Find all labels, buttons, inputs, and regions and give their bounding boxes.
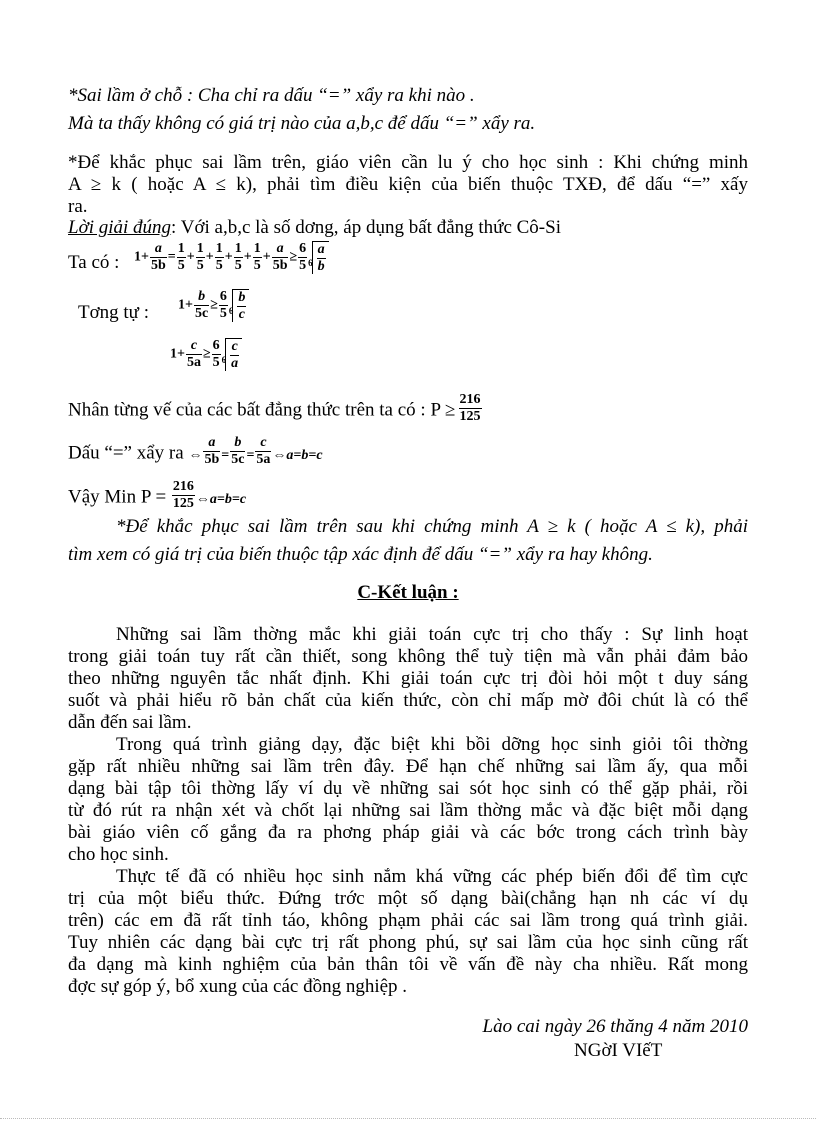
- conclusion-line: suốt và phải hiểu rõ bản chất của kiến thức, còn chỉ mấp mờ đôi chút là có thể: [68, 690, 748, 711]
- conclusion-line: cho học sinh.: [68, 844, 169, 865]
- conclusion-line: dạng bài tập tôi thờng lấy ví dụ về những sai sót học sinh có thể gặp phải, rồi: [68, 778, 748, 799]
- conclusion-line: từ đó rút ra nhận xét và chốt lại những sai lầm thờng mắc và đặc biệt mỗi dạng: [68, 800, 748, 821]
- formula-similar-2: 1+ $\frac{c}{5a}$ ≥ $\frac{6}{5}$ $_6$ $\frac{c}{a}$: [170, 338, 242, 371]
- min-line: Vậy Min P = $\frac{216}{125}$ ⇔a=b=c: [68, 479, 247, 511]
- signature-date: Lào cai ngày 26 thăng 4 năm 2010: [482, 1016, 748, 1037]
- conclusion-line: trên) các em đã rất tỉnh táo, không phạm phải các sai lầm trong quá trình giải.: [68, 910, 748, 931]
- taco-label: Ta có :: [68, 252, 120, 273]
- conclusion-line: gặp rất nhiều những sai lầm trên đây. Để hạn chế những sai lầm ấy, qua mỗi: [68, 756, 748, 777]
- equality-line: Dấu “=” xẩy ra ⇔ $\frac{a}{5b}$ = $\frac{b}{5c}$ = $\frac{c}{5a}$ ⇔a=b=c: [68, 435, 323, 467]
- mistake-line-2: Mà ta thấy không có giá trị nào của a,b,c để dấu “=” xẩy ra.: [68, 113, 536, 134]
- conclusion-line: dẫn đến sai lầm.: [68, 712, 192, 733]
- conclusion-line: đợc sự góp ý, bổ xung của các đồng nghiệp .: [68, 976, 408, 997]
- conclusion-heading: C-Kết luận :: [357, 582, 459, 603]
- formula-taco: 1+ $\frac{a}{5b}$ = $\frac{1}{5}$ + $\frac{1}{5}$ + $\frac{1}{5}$ + $\frac{1}{5}$ + $\frac{1}{5}$ + $\frac{a}{5b}$ ≥ $\frac{6}{5}$ $_6$ $\frac{a}{b}$: [134, 241, 329, 274]
- tuong-tu-label: Tơng tự :: [78, 302, 150, 323]
- fix-note-line-2: A ≥ k ( hoặc A ≤ k), phải tìm điều kiện của biến thuộc TXĐ, để dấu “=” xấy: [68, 174, 748, 195]
- solution-heading: Lời giải đúng: [68, 217, 172, 238]
- note-line-2: tìm xem có giá trị của biến thuộc tập xác định để dấu “=” xẩy ra hay không.: [68, 544, 653, 565]
- conclusion-line: theo những nguyên tắc nhất định. Khi giải toán cực trị đòi hỏi một t duy sáng: [68, 668, 748, 689]
- mistake-line-1: *Sai lầm ở chỗ : Cha chỉ ra dấu “=” xẩy ra khi nào .: [68, 85, 475, 106]
- conclusion-line: Thực tế đã có nhiều học sinh nắm khá vững các phép biến đổi để tìm cực: [116, 866, 748, 887]
- fix-note-line-1: *Để khắc phục sai lầm trên, giáo viên cần lu ý cho học sinh : Khi chứng minh: [68, 152, 748, 173]
- conclusion-line: bài giáo viên cố gắng đa ra phơng pháp giải và các bớc trong cách trình bày: [68, 822, 748, 843]
- conclusion-line: Tuy nhiên các dạng bài cực trị rất phong phú, sự sai lầm của học sinh cũng rất: [68, 932, 748, 953]
- signature-author: NGờI VIếT: [574, 1040, 663, 1061]
- formula-similar-1: 1+ $\frac{b}{5c}$ ≥ $\frac{6}{5}$ $_6$ $\frac{b}{c}$: [178, 289, 249, 322]
- fix-note-line-3: ra.: [68, 196, 88, 217]
- conclusion-line: trong giải toán tuy rất cần thiết, song không thể tuỳ tiện mà vẫn phải đảm bảo: [68, 646, 748, 667]
- conclusion-line: Những sai lầm thờng mắc khi giải toán cực trị cho thấy : Sự linh hoạt: [116, 624, 748, 645]
- solution-intro: [68, 217, 561, 239]
- conclusion-line: Trong quá trình giảng dạy, đặc biệt khi bồi dỡng học sinh giỏi tôi thờng: [116, 734, 748, 755]
- conclusion-line: trị của một biểu thức. Đứng trớc một số dạng bài(chẳng hạn nh các ví dụ: [68, 888, 748, 909]
- note-line-1: *Để khắc phục sai lầm trên sau khi chứng minh A ≥ k ( hoặc A ≤ k), phải: [116, 516, 748, 537]
- page-bottom-divider: [0, 1118, 816, 1119]
- multiply-line: Nhân từng vế của các bất đẳng thức trên ta có : P ≥ $\frac{216}{125}$: [68, 392, 481, 424]
- conclusion-line: đa dạng mà kinh nghiệm của bản thân tôi về vấn đề này cha nhiều. Rất mong: [68, 954, 748, 975]
- solution-intro-text: : Với a,b,c là số dơng, áp dụng bất đẳng thức Cô-Si: [171, 217, 561, 238]
